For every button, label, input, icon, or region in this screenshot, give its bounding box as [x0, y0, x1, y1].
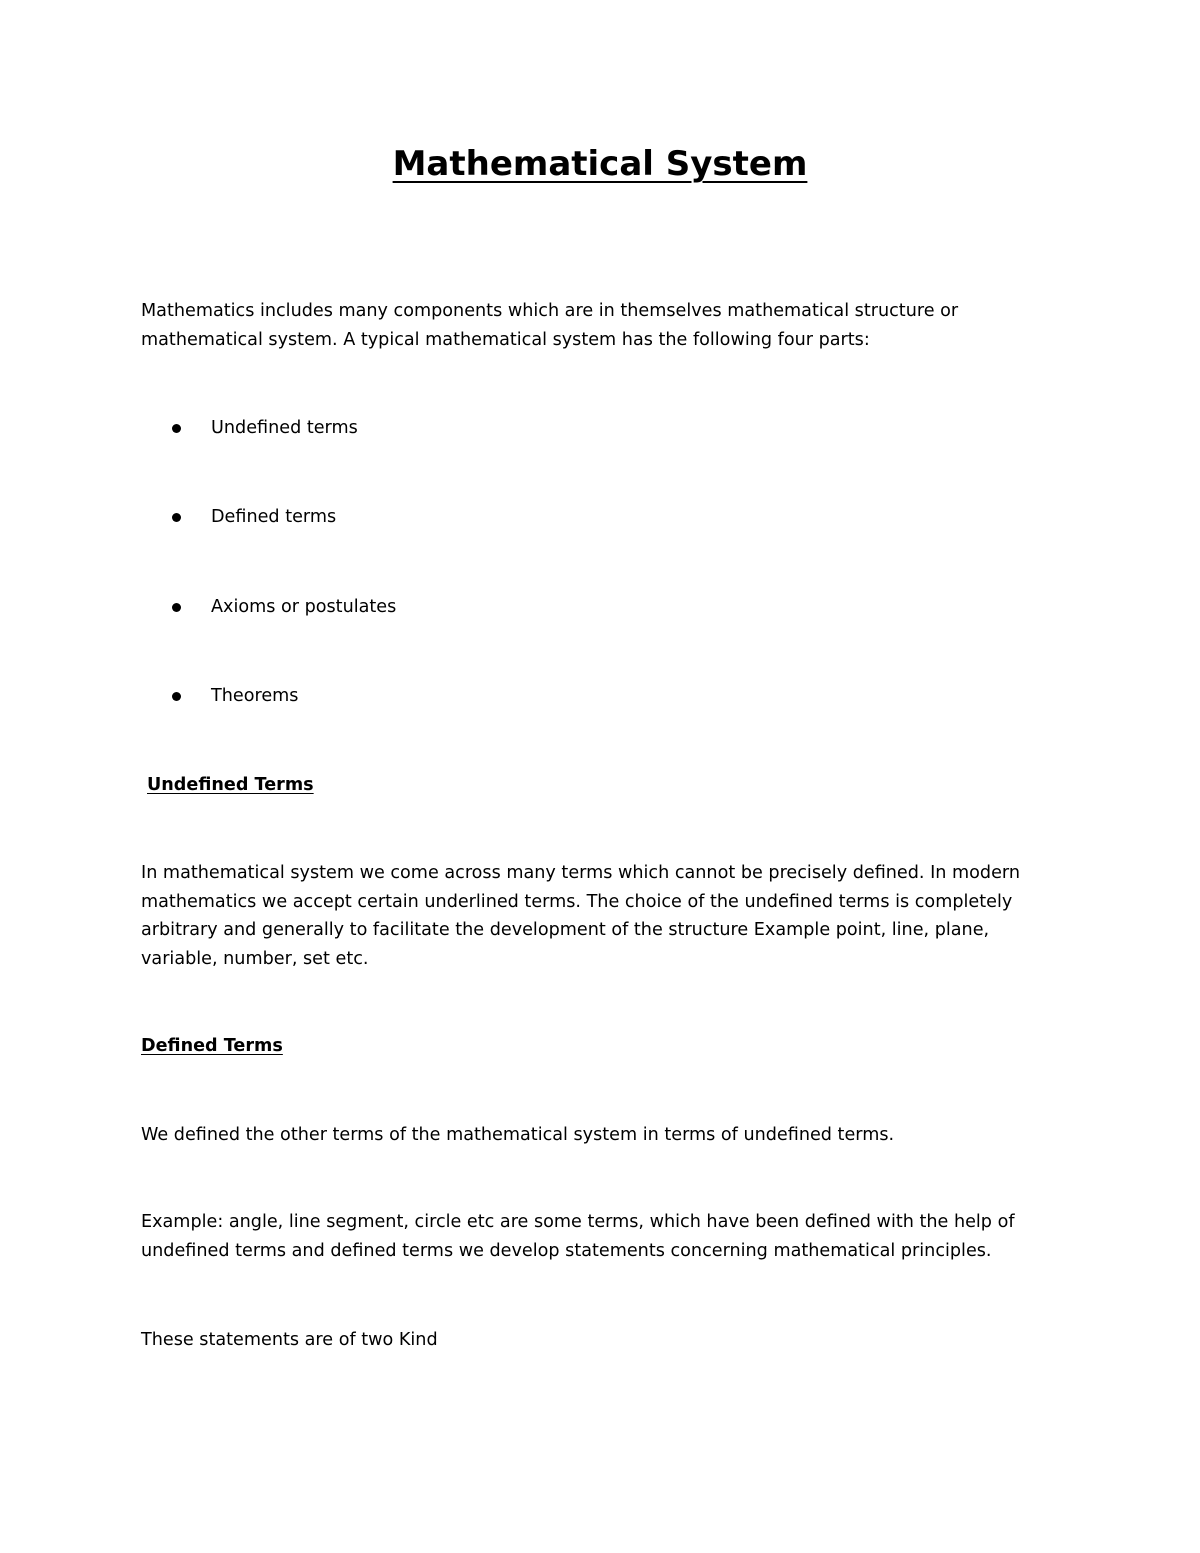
- example-line-2: undefined terms and defined terms we develop statements concerning mathematical principles.: [141, 1240, 992, 1261]
- page-title-text: Mathematical System: [392, 144, 808, 184]
- undefined-terms-line-3: arbitrary and generally to facilitate the development of the structure Example point, line, plane,: [141, 920, 990, 940]
- defined-terms-line: We defined the other terms of the mathematical system in terms of undefined terms.: [141, 1125, 895, 1145]
- undefined-terms-line-2: mathematics we accept certain underlined terms. The choice of the undefined terms is completely: [141, 891, 1013, 912]
- bullet-icon: [172, 513, 181, 522]
- list-item-label: Axioms or postulates: [211, 597, 397, 617]
- example-paragraph: [141, 1208, 1041, 1265]
- closing-line: These statements are of two Kind: [141, 1330, 438, 1350]
- bullet-icon: [172, 692, 181, 701]
- closing-paragraph: [141, 1326, 1041, 1355]
- example-line-1: Example: angle, line segment, circle etc are some terms, which have been defined with the help of: [141, 1212, 1015, 1232]
- bullet-icon: [172, 424, 181, 433]
- undefined-terms-heading: Undefined Terms: [147, 775, 314, 795]
- defined-terms-paragraph: [141, 1121, 1041, 1150]
- defined-terms-heading: Defined Terms: [141, 1036, 283, 1056]
- intro-line-1: Mathematics includes many components which are in themselves mathematical structure or: [141, 301, 959, 321]
- intro-line-2: mathematical system. A typical mathematical system has the following four parts:: [141, 329, 870, 350]
- undefined-terms-paragraph: [141, 859, 1041, 973]
- undefined-terms-line-4: variable, number, set etc.: [141, 948, 369, 969]
- list-item-label: Theorems: [211, 686, 299, 706]
- bullet-icon: [172, 603, 181, 612]
- intro-paragraph: [141, 297, 1041, 354]
- list-item-label: Undefined terms: [211, 418, 358, 438]
- undefined-terms-line-1: In mathematical system we come across many terms which cannot be precisely defined. In modern: [141, 863, 1020, 883]
- list-item-label: Defined terms: [211, 507, 337, 527]
- page-title: [0, 142, 1200, 186]
